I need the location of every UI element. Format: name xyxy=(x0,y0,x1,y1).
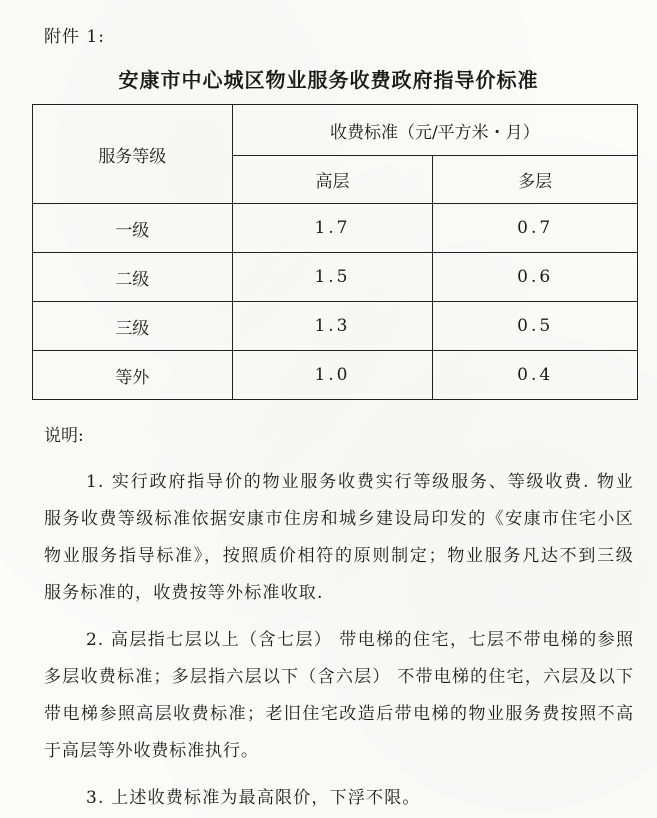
attachment-label: 附件 1: xyxy=(44,27,105,47)
fee-standard-header: 收费标准（元/平方米・月） xyxy=(232,105,637,156)
level-cell: 等外 xyxy=(33,351,233,400)
document-title: 安康市中心城区物业服务收费政府指导价标准 xyxy=(118,68,539,92)
level-cell: 一级 xyxy=(33,204,233,253)
service-level-header: 服务等级 xyxy=(33,105,233,204)
multi-storey-fee-cell: 0.7 xyxy=(433,204,638,253)
note-paragraph-3: 3. 上述收费标准为最高限价，下浮不限。 xyxy=(86,788,421,808)
note-paragraph-1: 1. 实行政府指导价的物业服务收费实行等级服务、等级收费. 物业服务收费等级标准依据安康市住房和城乡建设局印发的《安康市住宅小区物业服务指导标准》，按照质价相符的原则制定；物业服务凡达不到三级服务标准的，收费按等外标准收取. xyxy=(44,472,634,603)
table-row xyxy=(33,253,638,302)
multi-storey-fee-cell: 0.4 xyxy=(433,351,638,400)
notes-section xyxy=(44,424,634,817)
table-row xyxy=(33,302,638,351)
multi-storey-header: 多层 xyxy=(433,156,638,204)
high-rise-fee-cell: 1.3 xyxy=(232,302,433,351)
high-rise-fee-cell: 1.0 xyxy=(232,351,433,400)
high-rise-header: 高层 xyxy=(232,156,433,204)
multi-storey-fee-cell: 0.5 xyxy=(433,302,638,351)
table-header-row xyxy=(33,105,638,156)
high-rise-fee-cell: 1.7 xyxy=(232,204,433,253)
note-paragraph-2: 2. 高层指七层以上（含七层） 带电梯的住宅，七层不带电梯的参照多层收费标准；多层指六层以下（含六层） 不带电梯的住宅，六层及以下带电梯参照高层收费标准；老旧住宅改造后带电梯的物业服务费按照不高于高层等外收费标准执行。 xyxy=(44,630,634,761)
high-rise-fee-cell: 1.5 xyxy=(232,253,433,302)
notes-heading: 说明: xyxy=(44,426,84,446)
table-row xyxy=(33,351,638,400)
level-cell: 三级 xyxy=(33,302,233,351)
table-row xyxy=(33,204,638,253)
multi-storey-fee-cell: 0.6 xyxy=(433,253,638,302)
fee-standard-table xyxy=(32,104,638,400)
level-cell: 二级 xyxy=(33,253,233,302)
